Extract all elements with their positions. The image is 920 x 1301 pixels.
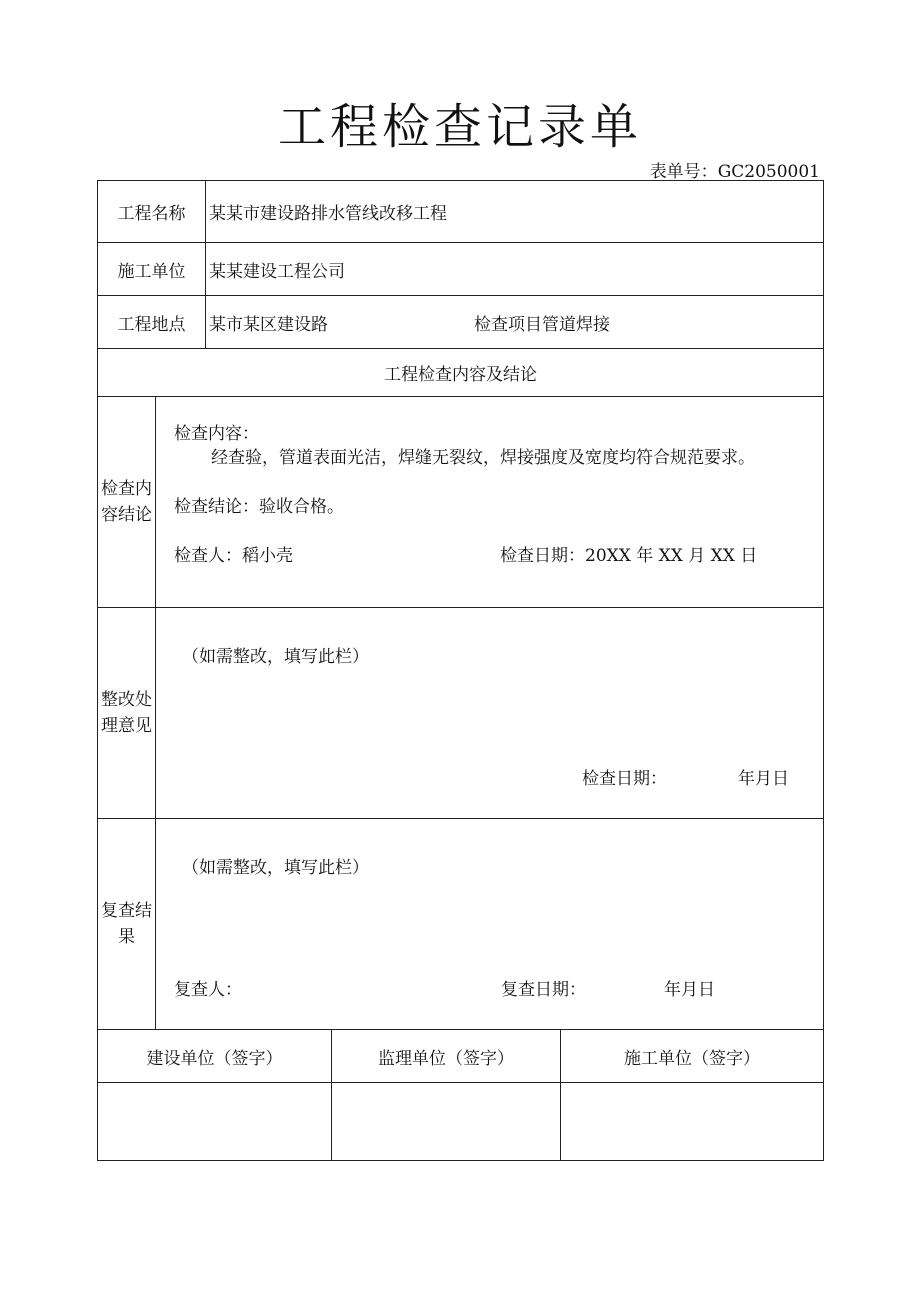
rectification-side-label-line2: 理意见 [101, 716, 152, 736]
inspection-content-cell [156, 397, 824, 608]
contractor-value: 某某建设工程公司 [206, 243, 824, 296]
row-signature-fields [98, 1083, 824, 1161]
inspector: 检查人：稻小壳 [174, 546, 293, 566]
rectification-side-label-line1: 整改处 [101, 690, 152, 710]
site-label: 工程地点 [98, 296, 206, 349]
project-name-label: 工程名称 [98, 181, 206, 243]
owner-signature-field[interactable] [98, 1083, 332, 1161]
rectification-side-label [98, 608, 156, 819]
row-rectification [98, 608, 824, 819]
row-contractor [98, 243, 824, 296]
content-label: 检查内容： [174, 424, 259, 444]
inspection-table [97, 180, 824, 1161]
row-signature-labels [98, 1030, 824, 1083]
recheck-side-label [98, 819, 156, 1030]
row-recheck [98, 819, 824, 1030]
reviewer-label: 复查人： [174, 980, 242, 1000]
inspection-side-label-line1: 检查内 [101, 479, 152, 499]
project-name-value: 某某市建设路排水管线改移工程 [206, 181, 824, 243]
supervisor-signature-label: 监理单位（签字） [332, 1030, 561, 1083]
recheck-date-label: 复查日期： [501, 980, 586, 1000]
rectification-cell [156, 608, 824, 819]
content-text: 经查验，管道表面光洁，焊缝无裂纹，焊接强度及宽度均符合规范要求。 [211, 448, 755, 468]
recheck-date-suffix: 年月日 [664, 980, 715, 1000]
rectification-note: （如需整改，填写此栏） [182, 647, 369, 667]
rectification-date-suffix: 年月日 [738, 769, 789, 789]
inspection-conclusion: 检查结论：验收合格。 [174, 497, 344, 517]
owner-signature-label: 建设单位（签字） [98, 1030, 332, 1083]
row-project-name [98, 181, 824, 243]
form-number-label: 表单号： [649, 162, 718, 182]
section-heading: 工程检查内容及结论 [98, 349, 824, 397]
site-cell [206, 296, 824, 349]
supervisor-signature-field[interactable] [332, 1083, 561, 1161]
contractor-label: 施工单位 [98, 243, 206, 296]
inspection-item: 检查项目管道焊接 [474, 314, 610, 335]
inspection-side-label-line2: 容结论 [101, 505, 152, 525]
contractor-signature-field[interactable] [561, 1083, 824, 1161]
recheck-side-label-line2: 果 [118, 927, 135, 947]
row-inspection [98, 397, 824, 608]
form-number [650, 157, 820, 182]
inspection-date: 检查日期：20XX 年 XX 月 XX 日 [500, 546, 758, 566]
row-section-heading [98, 349, 824, 397]
inspection-side-label [98, 397, 156, 608]
rectification-date-label: 检查日期： [582, 769, 667, 789]
contractor-signature-label: 施工单位（签字） [561, 1030, 824, 1083]
document-title: 工程检查记录单 [277, 99, 642, 155]
site-value: 某市某区建设路 [209, 314, 328, 335]
recheck-cell [156, 819, 824, 1030]
recheck-note: （如需整改，填写此栏） [182, 858, 369, 878]
recheck-side-label-line1: 复查结 [101, 901, 152, 921]
form-number-value: GC2050001 [717, 162, 820, 182]
row-site [98, 296, 824, 349]
